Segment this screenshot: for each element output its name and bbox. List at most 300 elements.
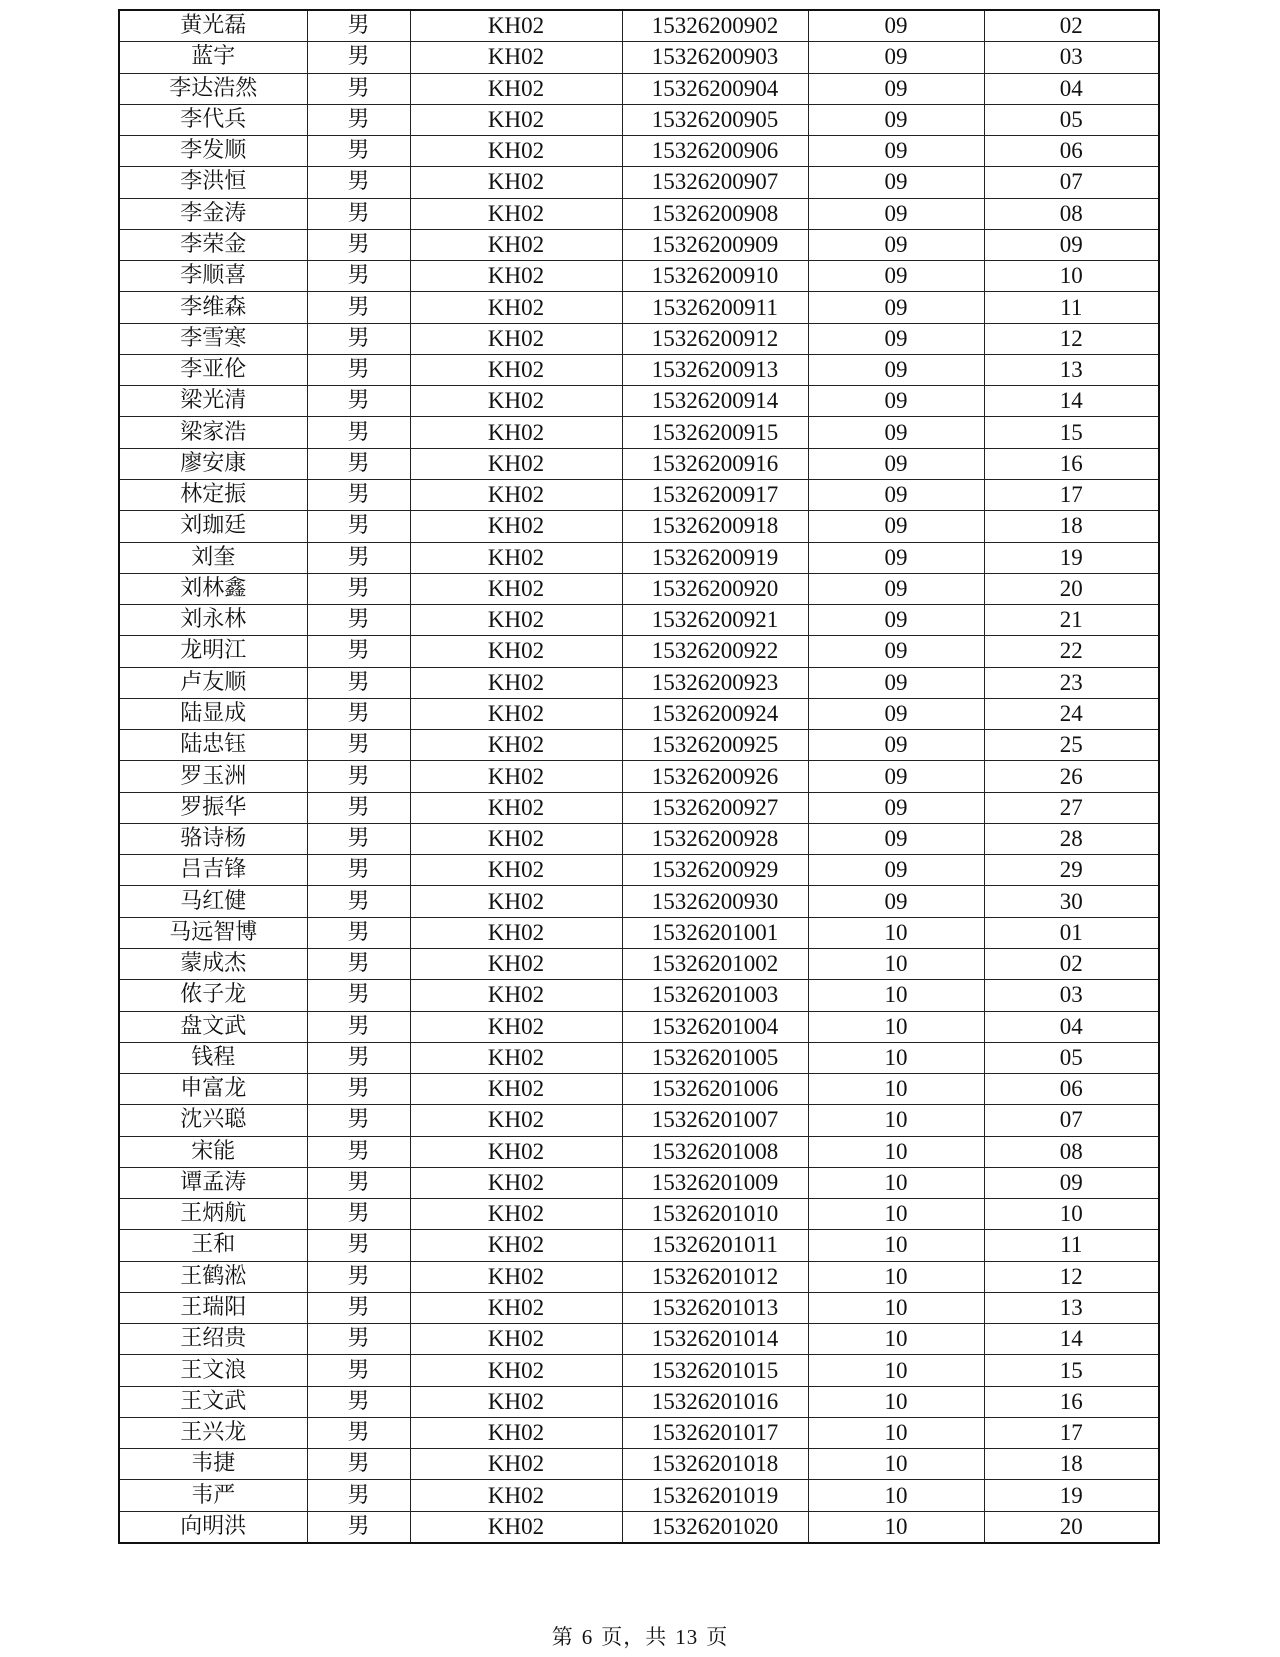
seat-number-cell: 19	[984, 1480, 1159, 1511]
candidate-id-cell: 15326201009	[622, 1167, 808, 1198]
gender-cell: 男	[307, 104, 410, 135]
student-name-cell: 王文武	[119, 1386, 307, 1417]
gender-cell: 男	[307, 886, 410, 917]
gender-cell: 男	[307, 1199, 410, 1230]
table-row	[119, 823, 1159, 854]
seat-number-cell: 02	[984, 10, 1159, 42]
student-name-cell: 卢友顺	[119, 667, 307, 698]
gender-cell: 男	[307, 1324, 410, 1355]
table-row	[119, 573, 1159, 604]
gender-cell: 男	[307, 605, 410, 636]
student-name-cell: 李发顺	[119, 136, 307, 167]
student-name-cell: 李荣金	[119, 229, 307, 260]
seat-number-cell: 22	[984, 636, 1159, 667]
exam-room-cell: 09	[808, 511, 984, 542]
exam-room-cell: 10	[808, 917, 984, 948]
page-footer	[0, 1621, 1280, 1651]
student-name-cell: 王兴龙	[119, 1417, 307, 1448]
exam-room-cell: 09	[808, 136, 984, 167]
exam-room-cell: 10	[808, 1167, 984, 1198]
footer-total-pages: 13	[675, 1625, 699, 1649]
exam-code-cell: KH02	[410, 542, 622, 573]
exam-room-cell: 09	[808, 10, 984, 42]
student-name-cell: 骆诗杨	[119, 823, 307, 854]
student-name-cell: 梁家浩	[119, 417, 307, 448]
gender-cell: 男	[307, 1386, 410, 1417]
gender-cell: 男	[307, 136, 410, 167]
exam-code-cell: KH02	[410, 511, 622, 542]
table-row	[119, 1042, 1159, 1073]
exam-room-cell: 10	[808, 1261, 984, 1292]
exam-room-cell: 10	[808, 1011, 984, 1042]
exam-code-cell: KH02	[410, 1230, 622, 1261]
seat-number-cell: 10	[984, 261, 1159, 292]
table-row	[119, 1511, 1159, 1543]
gender-cell: 男	[307, 229, 410, 260]
candidate-id-cell: 15326201007	[622, 1105, 808, 1136]
table-row	[119, 542, 1159, 573]
seat-number-cell: 17	[984, 479, 1159, 510]
exam-room-cell: 09	[808, 354, 984, 385]
gender-cell: 男	[307, 354, 410, 385]
seat-number-cell: 18	[984, 1449, 1159, 1480]
seat-number-cell: 12	[984, 323, 1159, 354]
gender-cell: 男	[307, 761, 410, 792]
gender-cell: 男	[307, 479, 410, 510]
table-row	[119, 980, 1159, 1011]
table-row	[119, 1230, 1159, 1261]
gender-cell: 男	[307, 42, 410, 73]
table-row	[119, 73, 1159, 104]
gender-cell: 男	[307, 1074, 410, 1105]
student-name-cell: 马远智博	[119, 917, 307, 948]
table-row	[119, 730, 1159, 761]
table-row	[119, 1324, 1159, 1355]
exam-code-cell: KH02	[410, 479, 622, 510]
gender-cell: 男	[307, 417, 410, 448]
seat-number-cell: 05	[984, 1042, 1159, 1073]
student-name-cell: 刘珈廷	[119, 511, 307, 542]
exam-room-cell: 09	[808, 886, 984, 917]
candidate-id-cell: 15326200908	[622, 198, 808, 229]
exam-code-cell: KH02	[410, 1386, 622, 1417]
table-row	[119, 448, 1159, 479]
candidate-id-cell: 15326200920	[622, 573, 808, 604]
student-name-cell: 王文浪	[119, 1355, 307, 1386]
gender-cell: 男	[307, 1449, 410, 1480]
student-name-cell: 王和	[119, 1230, 307, 1261]
seat-number-cell: 08	[984, 1136, 1159, 1167]
candidate-id-cell: 15326201001	[622, 917, 808, 948]
exam-code-cell: KH02	[410, 1167, 622, 1198]
table-row	[119, 354, 1159, 385]
exam-room-cell: 10	[808, 1230, 984, 1261]
exam-room-cell: 09	[808, 198, 984, 229]
student-name-cell: 林定振	[119, 479, 307, 510]
candidate-id-cell: 15326200928	[622, 823, 808, 854]
seat-number-cell: 09	[984, 229, 1159, 260]
seat-number-cell: 13	[984, 354, 1159, 385]
seat-number-cell: 16	[984, 1386, 1159, 1417]
seat-number-cell: 06	[984, 1074, 1159, 1105]
candidate-id-cell: 15326201002	[622, 948, 808, 979]
student-name-cell: 钱程	[119, 1042, 307, 1073]
candidate-id-cell: 15326200911	[622, 292, 808, 323]
student-name-cell: 王炳航	[119, 1199, 307, 1230]
seat-number-cell: 04	[984, 73, 1159, 104]
gender-cell: 男	[307, 323, 410, 354]
seat-number-cell: 28	[984, 823, 1159, 854]
student-name-cell: 王鹤淞	[119, 1261, 307, 1292]
exam-room-cell: 09	[808, 542, 984, 573]
candidate-id-cell: 15326201020	[622, 1511, 808, 1543]
candidate-id-cell: 15326200924	[622, 698, 808, 729]
gender-cell: 男	[307, 855, 410, 886]
exam-room-cell: 09	[808, 417, 984, 448]
gender-cell: 男	[307, 823, 410, 854]
student-name-cell: 罗振华	[119, 792, 307, 823]
candidate-id-cell: 15326200929	[622, 855, 808, 886]
candidate-id-cell: 15326201008	[622, 1136, 808, 1167]
exam-room-cell: 10	[808, 1449, 984, 1480]
student-roster-table	[118, 9, 1160, 1544]
table-row	[119, 323, 1159, 354]
exam-code-cell: KH02	[410, 73, 622, 104]
gender-cell: 男	[307, 292, 410, 323]
student-name-cell: 宋能	[119, 1136, 307, 1167]
candidate-id-cell: 15326200921	[622, 605, 808, 636]
exam-code-cell: KH02	[410, 823, 622, 854]
seat-number-cell: 16	[984, 448, 1159, 479]
seat-number-cell: 01	[984, 917, 1159, 948]
exam-code-cell: KH02	[410, 917, 622, 948]
table-row	[119, 261, 1159, 292]
gender-cell: 男	[307, 1105, 410, 1136]
seat-number-cell: 27	[984, 792, 1159, 823]
seat-number-cell: 11	[984, 1230, 1159, 1261]
table-row	[119, 761, 1159, 792]
candidate-id-cell: 15326200905	[622, 104, 808, 135]
candidate-id-cell: 15326201012	[622, 1261, 808, 1292]
candidate-id-cell: 15326201013	[622, 1292, 808, 1323]
exam-code-cell: KH02	[410, 229, 622, 260]
table-row	[119, 1136, 1159, 1167]
exam-code-cell: KH02	[410, 448, 622, 479]
gender-cell: 男	[307, 73, 410, 104]
gender-cell: 男	[307, 1261, 410, 1292]
student-name-cell: 陆忠钰	[119, 730, 307, 761]
exam-code-cell: KH02	[410, 605, 622, 636]
exam-code-cell: KH02	[410, 1417, 622, 1448]
candidate-id-cell: 15326200906	[622, 136, 808, 167]
exam-room-cell: 09	[808, 104, 984, 135]
gender-cell: 男	[307, 1042, 410, 1073]
student-name-cell: 黄光磊	[119, 10, 307, 42]
table-row	[119, 605, 1159, 636]
candidate-id-cell: 15326200909	[622, 229, 808, 260]
seat-number-cell: 26	[984, 761, 1159, 792]
footer-prefix: 第	[551, 1625, 574, 1649]
gender-cell: 男	[307, 948, 410, 979]
footer-suffix: 页	[706, 1625, 729, 1649]
exam-code-cell: KH02	[410, 761, 622, 792]
candidate-id-cell: 15326201006	[622, 1074, 808, 1105]
exam-code-cell: KH02	[410, 1105, 622, 1136]
candidate-id-cell: 15326200915	[622, 417, 808, 448]
gender-cell: 男	[307, 1230, 410, 1261]
table-row	[119, 1292, 1159, 1323]
seat-number-cell: 30	[984, 886, 1159, 917]
gender-cell: 男	[307, 1355, 410, 1386]
exam-room-cell: 10	[808, 980, 984, 1011]
student-name-cell: 李维森	[119, 292, 307, 323]
table-row	[119, 1167, 1159, 1198]
table-row	[119, 292, 1159, 323]
seat-number-cell: 05	[984, 104, 1159, 135]
gender-cell: 男	[307, 573, 410, 604]
student-name-cell: 李洪恒	[119, 167, 307, 198]
gender-cell: 男	[307, 730, 410, 761]
seat-number-cell: 02	[984, 948, 1159, 979]
exam-code-cell: KH02	[410, 104, 622, 135]
exam-code-cell: KH02	[410, 1011, 622, 1042]
seat-number-cell: 19	[984, 542, 1159, 573]
seat-number-cell: 23	[984, 667, 1159, 698]
gender-cell: 男	[307, 1292, 410, 1323]
seat-number-cell: 07	[984, 1105, 1159, 1136]
seat-number-cell: 18	[984, 511, 1159, 542]
seat-number-cell: 09	[984, 1167, 1159, 1198]
gender-cell: 男	[307, 792, 410, 823]
seat-number-cell: 12	[984, 1261, 1159, 1292]
exam-code-cell: KH02	[410, 698, 622, 729]
candidate-id-cell: 15326201018	[622, 1449, 808, 1480]
student-name-cell: 谭孟涛	[119, 1167, 307, 1198]
exam-room-cell: 09	[808, 167, 984, 198]
exam-code-cell: KH02	[410, 417, 622, 448]
student-name-cell: 申富龙	[119, 1074, 307, 1105]
gender-cell: 男	[307, 698, 410, 729]
exam-room-cell: 10	[808, 1386, 984, 1417]
gender-cell: 男	[307, 448, 410, 479]
table-row	[119, 1261, 1159, 1292]
student-name-cell: 盘文武	[119, 1011, 307, 1042]
candidate-id-cell: 15326200919	[622, 542, 808, 573]
table-row	[119, 698, 1159, 729]
gender-cell: 男	[307, 980, 410, 1011]
exam-room-cell: 10	[808, 1074, 984, 1105]
gender-cell: 男	[307, 167, 410, 198]
table-row	[119, 136, 1159, 167]
student-name-cell: 刘林鑫	[119, 573, 307, 604]
exam-code-cell: KH02	[410, 636, 622, 667]
seat-number-cell: 03	[984, 980, 1159, 1011]
candidate-id-cell: 15326200903	[622, 42, 808, 73]
gender-cell: 男	[307, 542, 410, 573]
exam-room-cell: 10	[808, 1136, 984, 1167]
table-row	[119, 886, 1159, 917]
table-row	[119, 10, 1159, 42]
exam-code-cell: KH02	[410, 1136, 622, 1167]
exam-code-cell: KH02	[410, 948, 622, 979]
table-row	[119, 1105, 1159, 1136]
student-name-cell: 李代兵	[119, 104, 307, 135]
seat-number-cell: 07	[984, 167, 1159, 198]
gender-cell: 男	[307, 1011, 410, 1042]
table-row	[119, 1449, 1159, 1480]
exam-room-cell: 09	[808, 386, 984, 417]
student-name-cell: 王绍贵	[119, 1324, 307, 1355]
candidate-id-cell: 15326201010	[622, 1199, 808, 1230]
candidate-id-cell: 15326200918	[622, 511, 808, 542]
seat-number-cell: 15	[984, 1355, 1159, 1386]
table-row	[119, 1480, 1159, 1511]
gender-cell: 男	[307, 667, 410, 698]
candidate-id-cell: 15326200912	[622, 323, 808, 354]
exam-code-cell: KH02	[410, 42, 622, 73]
exam-room-cell: 10	[808, 1355, 984, 1386]
candidate-id-cell: 15326201019	[622, 1480, 808, 1511]
seat-number-cell: 10	[984, 1199, 1159, 1230]
table-row	[119, 1074, 1159, 1105]
student-name-cell: 向明洪	[119, 1511, 307, 1543]
seat-number-cell: 21	[984, 605, 1159, 636]
exam-code-cell: KH02	[410, 261, 622, 292]
exam-room-cell: 09	[808, 855, 984, 886]
table-row	[119, 511, 1159, 542]
exam-code-cell: KH02	[410, 730, 622, 761]
candidate-id-cell: 15326200930	[622, 886, 808, 917]
exam-code-cell: KH02	[410, 1511, 622, 1543]
exam-room-cell: 10	[808, 1511, 984, 1543]
table-row	[119, 479, 1159, 510]
candidate-id-cell: 15326200914	[622, 386, 808, 417]
seat-number-cell: 13	[984, 1292, 1159, 1323]
seat-number-cell: 17	[984, 1417, 1159, 1448]
gender-cell: 男	[307, 261, 410, 292]
candidate-id-cell: 15326201004	[622, 1011, 808, 1042]
candidate-id-cell: 15326200917	[622, 479, 808, 510]
exam-code-cell: KH02	[410, 1480, 622, 1511]
table-row	[119, 792, 1159, 823]
student-name-cell: 王瑞阳	[119, 1292, 307, 1323]
seat-number-cell: 24	[984, 698, 1159, 729]
gender-cell: 男	[307, 511, 410, 542]
seat-number-cell: 04	[984, 1011, 1159, 1042]
candidate-id-cell: 15326200925	[622, 730, 808, 761]
exam-code-cell: KH02	[410, 198, 622, 229]
exam-code-cell: KH02	[410, 667, 622, 698]
student-name-cell: 韦捷	[119, 1449, 307, 1480]
exam-code-cell: KH02	[410, 167, 622, 198]
exam-room-cell: 09	[808, 573, 984, 604]
table-row	[119, 855, 1159, 886]
exam-code-cell: KH02	[410, 10, 622, 42]
candidate-id-cell: 15326201005	[622, 1042, 808, 1073]
table-row	[119, 386, 1159, 417]
candidate-id-cell: 15326200907	[622, 167, 808, 198]
footer-current-page: 6	[581, 1625, 594, 1649]
candidate-id-cell: 15326201014	[622, 1324, 808, 1355]
roster-body	[119, 10, 1159, 1543]
candidate-id-cell: 15326201015	[622, 1355, 808, 1386]
student-name-cell: 韦严	[119, 1480, 307, 1511]
exam-code-cell: KH02	[410, 573, 622, 604]
candidate-id-cell: 15326200923	[622, 667, 808, 698]
seat-number-cell: 03	[984, 42, 1159, 73]
exam-code-cell: KH02	[410, 1074, 622, 1105]
gender-cell: 男	[307, 1167, 410, 1198]
exam-room-cell: 09	[808, 667, 984, 698]
candidate-id-cell: 15326200926	[622, 761, 808, 792]
seat-number-cell: 15	[984, 417, 1159, 448]
exam-room-cell: 10	[808, 1105, 984, 1136]
table-row	[119, 948, 1159, 979]
gender-cell: 男	[307, 636, 410, 667]
exam-code-cell: KH02	[410, 386, 622, 417]
candidate-id-cell: 15326200927	[622, 792, 808, 823]
student-name-cell: 梁光清	[119, 386, 307, 417]
exam-room-cell: 09	[808, 730, 984, 761]
candidate-id-cell: 15326200902	[622, 10, 808, 42]
gender-cell: 男	[307, 1136, 410, 1167]
student-name-cell: 罗玉洲	[119, 761, 307, 792]
exam-room-cell: 09	[808, 823, 984, 854]
exam-code-cell: KH02	[410, 136, 622, 167]
seat-number-cell: 20	[984, 1511, 1159, 1543]
exam-code-cell: KH02	[410, 1292, 622, 1323]
exam-code-cell: KH02	[410, 323, 622, 354]
student-name-cell: 龙明江	[119, 636, 307, 667]
candidate-id-cell: 15326201011	[622, 1230, 808, 1261]
student-name-cell: 陆显成	[119, 698, 307, 729]
table-row	[119, 917, 1159, 948]
student-name-cell: 李顺喜	[119, 261, 307, 292]
exam-code-cell: KH02	[410, 1449, 622, 1480]
student-name-cell: 侬子龙	[119, 980, 307, 1011]
student-name-cell: 马红健	[119, 886, 307, 917]
table-row	[119, 667, 1159, 698]
exam-room-cell: 10	[808, 1292, 984, 1323]
candidate-id-cell: 15326201017	[622, 1417, 808, 1448]
table-row	[119, 1011, 1159, 1042]
exam-room-cell: 09	[808, 448, 984, 479]
exam-room-cell: 10	[808, 1417, 984, 1448]
exam-code-cell: KH02	[410, 886, 622, 917]
table-row	[119, 636, 1159, 667]
student-name-cell: 刘永林	[119, 605, 307, 636]
student-name-cell: 李达浩然	[119, 73, 307, 104]
table-row	[119, 104, 1159, 135]
exam-room-cell: 09	[808, 698, 984, 729]
student-name-cell: 李亚伦	[119, 354, 307, 385]
exam-room-cell: 10	[808, 948, 984, 979]
student-name-cell: 李金涛	[119, 198, 307, 229]
gender-cell: 男	[307, 917, 410, 948]
exam-room-cell: 10	[808, 1324, 984, 1355]
student-name-cell: 李雪寒	[119, 323, 307, 354]
candidate-id-cell: 15326200904	[622, 73, 808, 104]
candidate-id-cell: 15326201003	[622, 980, 808, 1011]
gender-cell: 男	[307, 1417, 410, 1448]
exam-room-cell: 09	[808, 42, 984, 73]
table-row	[119, 417, 1159, 448]
exam-code-cell: KH02	[410, 1355, 622, 1386]
candidate-id-cell: 15326200913	[622, 354, 808, 385]
gender-cell: 男	[307, 1480, 410, 1511]
exam-code-cell: KH02	[410, 792, 622, 823]
table-row	[119, 1386, 1159, 1417]
